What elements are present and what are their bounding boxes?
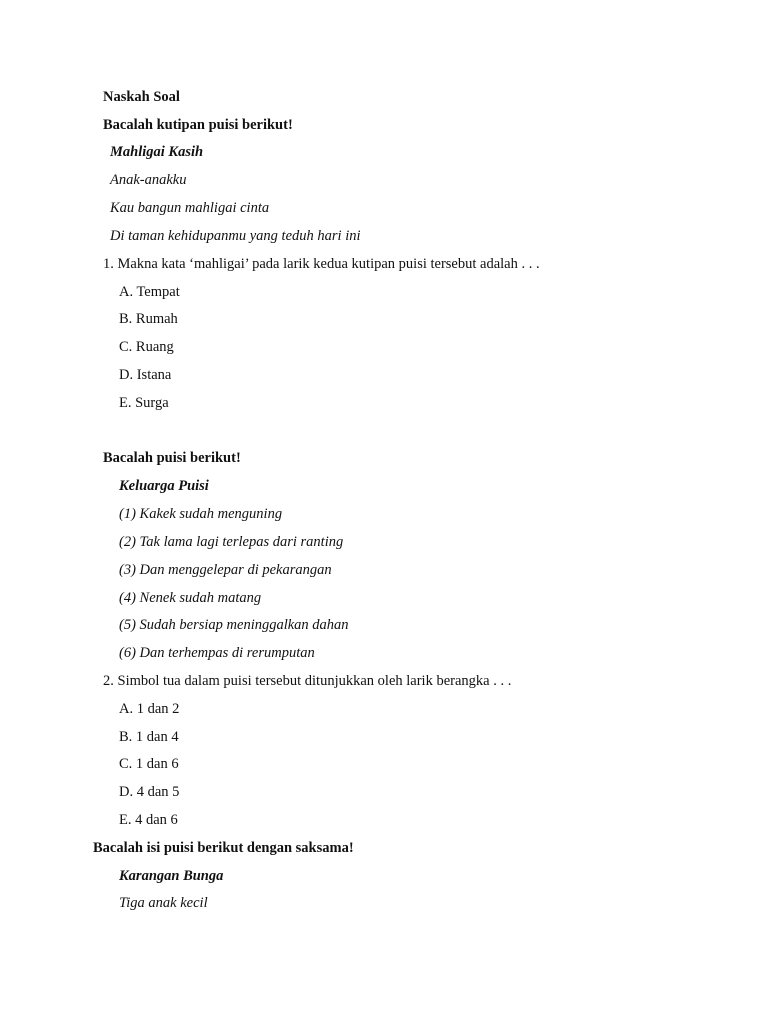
section1-instruction: Bacalah kutipan puisi berikut! <box>103 117 293 133</box>
section3-poem-title: Karangan Bunga <box>119 868 224 884</box>
question-2-option-d: D. 4 dan 5 <box>119 784 180 800</box>
section2-instruction: Bacalah puisi berikut! <box>103 450 241 466</box>
section2-poem-title: Keluarga Puisi <box>119 478 209 494</box>
document-title: Naskah Soal <box>103 89 180 105</box>
section2-poem-line: (2) Tak lama lagi terlepas dari ranting <box>119 534 344 550</box>
section2-poem-line: (3) Dan menggelepar di pekarangan <box>119 562 332 578</box>
question-1-option-a: A. Tempat <box>119 284 180 300</box>
section1-poem-title: Mahligai Kasih <box>110 144 204 160</box>
question-1-option-b: B. Rumah <box>119 311 178 327</box>
section2-poem-line: (6) Dan terhempas di rerumputan <box>119 645 315 661</box>
question-1: 1. Makna kata ‘mahligai’ pada larik kedua kutipan puisi tersebut adalah . . . <box>103 256 540 272</box>
section2-poem-line: (5) Sudah bersiap meninggalkan dahan <box>119 617 349 633</box>
question-1-option-e: E. Surga <box>119 395 169 411</box>
section3-poem-line: Tiga anak kecil <box>119 895 208 911</box>
question-1-option-c: C. Ruang <box>119 339 174 355</box>
question-2-option-b: B. 1 dan 4 <box>119 729 179 745</box>
question-2: 2. Simbol tua dalam puisi tersebut ditunjukkan oleh larik berangka . . . <box>103 673 512 689</box>
section1-poem-line: Anak-anakku <box>110 172 187 188</box>
section2-poem-line: (4) Nenek sudah matang <box>119 590 262 606</box>
section2-poem-line: (1) Kakek sudah menguning <box>119 506 283 522</box>
question-2-option-a: A. 1 dan 2 <box>119 701 180 717</box>
section1-poem-line: Di taman kehidupanmu yang teduh hari ini <box>110 228 361 244</box>
question-2-option-e: E. 4 dan 6 <box>119 812 178 828</box>
question-2-option-c: C. 1 dan 6 <box>119 756 179 772</box>
question-1-option-d: D. Istana <box>119 367 172 383</box>
section1-poem-line: Kau bangun mahligai cinta <box>110 200 270 216</box>
section3-instruction: Bacalah isi puisi berikut dengan saksama! <box>93 840 354 856</box>
